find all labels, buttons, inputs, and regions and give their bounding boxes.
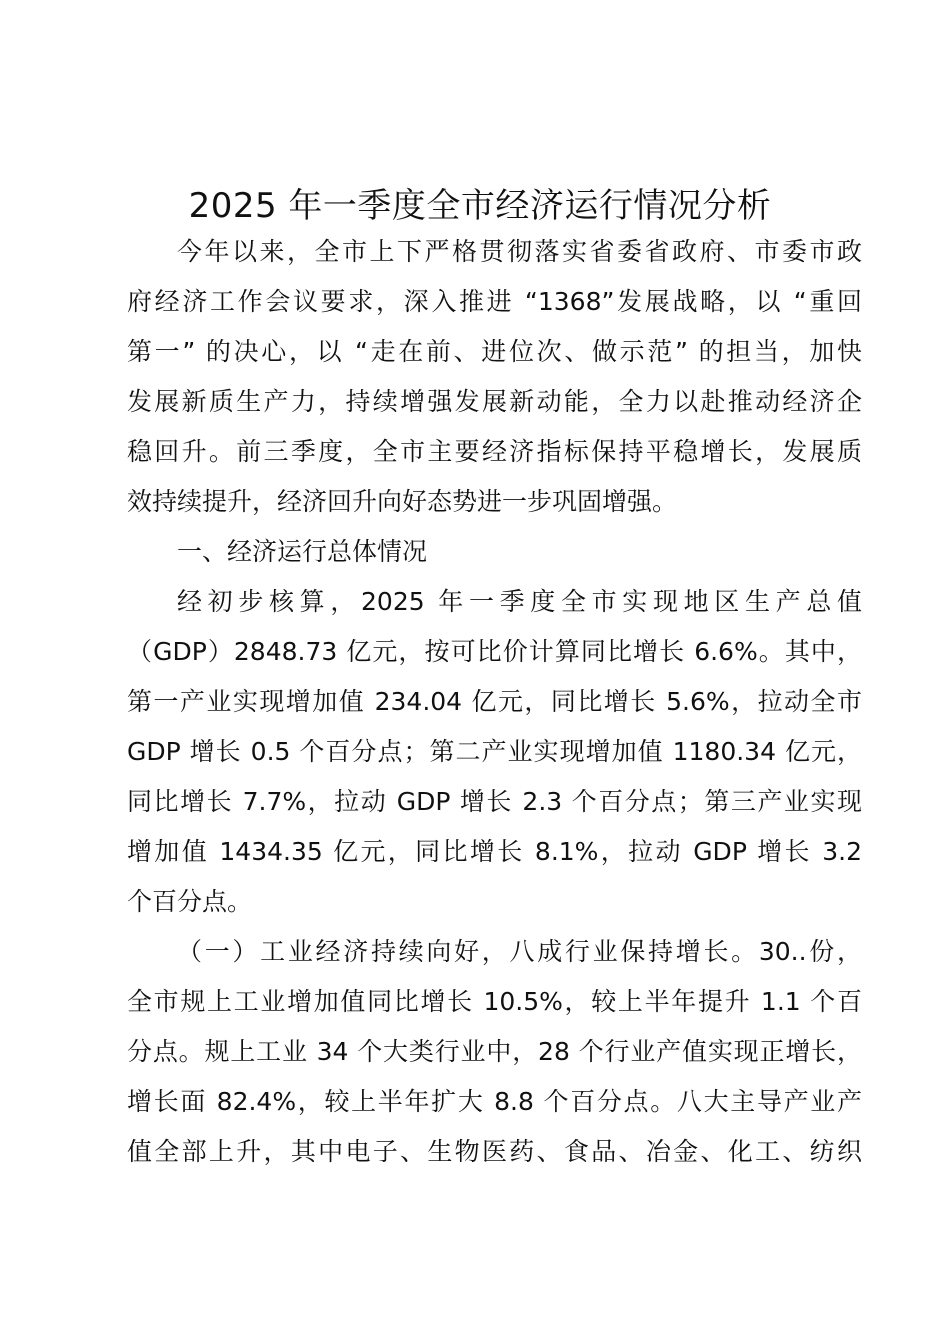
text-line: 增长面 82.4%，较上半年扩大 8.8 个百分点。八大主导产业产 [127, 1087, 862, 1116]
text-line: 第一产业实现增加值 234.04 亿元，同比增长 5.6%，拉动全市 [127, 687, 862, 716]
text-line: 发展新质生产力，持续增强发展新动能，全力以赴推动经济企 [127, 387, 862, 416]
text-line: 第一” 的决心，以 “走在前、进位次、做示范” 的担当，加快 [127, 337, 862, 366]
text-line: 经初步核算，2025 年一季度全市实现地区生产总值 [177, 587, 862, 616]
section-heading [127, 527, 862, 577]
text-line: 今年以来，全市上下严格贯彻落实省委省政府、市委市政 [177, 237, 862, 266]
text-line: 同比增长 7.7%，拉动 GDP 增长 2.3 个百分点；第三产业实现 [127, 787, 862, 816]
paragraph-industry [127, 927, 862, 1177]
text-line: 全市规上工业增加值同比增长 10.5%，较上半年提升 1.1 个百 [127, 987, 862, 1016]
heading-line: 一、经济运行总体情况 [177, 537, 428, 566]
text-line: 分点。规上工业 34 个大类行业中，28 个行业产值实现正增长， [127, 1037, 862, 1066]
text-line: 值全部上升，其中电子、生物医药、食品、冶金、化工、纺织 [127, 1137, 862, 1166]
text-line: （一）工业经济持续向好，八成行业保持增长。30..份， [177, 937, 862, 966]
paragraph-gdp [127, 577, 862, 927]
text-line: 府经济工作会议要求，深入推进 “1368”发展战略，以 “重回 [127, 287, 862, 316]
text-line: 增加值 1434.35 亿元，同比增长 8.1%，拉动 GDP 增长 3.2 [127, 837, 862, 866]
text-line: 效持续提升，经济回升向好态势进一步巩固增强。 [127, 487, 678, 516]
paragraph-intro [127, 227, 862, 527]
text-line: GDP 增长 0.5 个百分点；第二产业实现增加值 1180.34 亿元， [127, 737, 862, 766]
text-line: 个百分点。 [127, 887, 253, 916]
document-title: 2025 年一季度全市经济运行情况分析 [188, 186, 772, 226]
text-line: （GDP）2848.73 亿元，按可比价计算同比增长 6.6%。其中， [127, 637, 862, 666]
text-line: 稳回升。前三季度，全市主要经济指标保持平稳增长，发展质 [127, 437, 862, 466]
document-body [127, 227, 862, 1177]
